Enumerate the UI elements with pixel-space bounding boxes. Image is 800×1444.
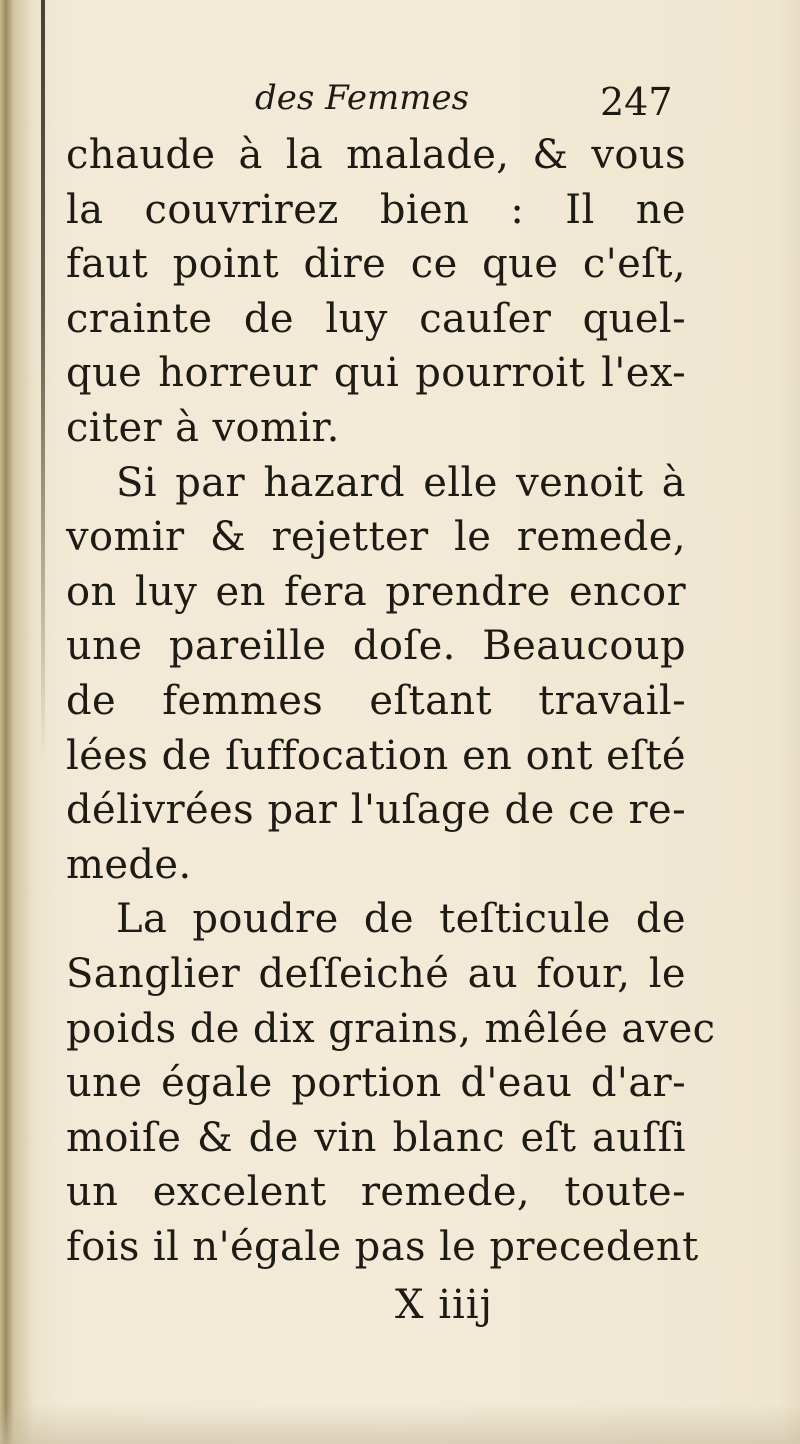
text-line: de femmes eſtant travail- <box>66 677 686 724</box>
text-line: Si par hazard elle venoit à <box>116 459 686 506</box>
text-line: poids de dix grains, mêlée avec <box>66 1005 716 1052</box>
running-head: des Femmes <box>255 78 470 118</box>
text-line: moiſe & de vin blanc eſt auſſi <box>66 1114 686 1161</box>
text-line: vomir & rejetter le remede, <box>66 514 686 561</box>
text-line: une égale portion d'eau d'ar- <box>66 1060 686 1107</box>
page-bottom-shadow <box>0 1404 800 1444</box>
spine-line <box>41 0 45 760</box>
body-text <box>66 128 716 1274</box>
text-line: on luy en fera prendre encor <box>66 568 686 615</box>
text-line: une pareille doſe. Beaucoup <box>66 623 686 670</box>
text-line: faut point dire ce que c'eſt, <box>66 241 686 288</box>
text-line: chaude à la malade, & vous <box>66 132 686 178</box>
text-line: fois il n'égale pas le precedent <box>66 1223 699 1270</box>
binding-edge <box>0 0 34 1444</box>
text-line: La poudre de teſticule de <box>116 896 686 943</box>
text-line: la couvrirez bien : Il ne <box>66 186 686 233</box>
text-line: Sanglier deſſeiché au four, le <box>66 950 686 997</box>
page-number: 247 <box>600 80 673 124</box>
page-header <box>255 78 695 128</box>
text-line: lées de ſuffocation en ont eſté <box>66 732 686 779</box>
text-line: un excelent remede, toute- <box>66 1169 686 1216</box>
text-line: crainte de luy cauſer quel- <box>66 295 686 342</box>
signature-mark: X iiij <box>395 1282 493 1328</box>
text-line: citer à vomir. <box>66 404 340 451</box>
text-line: mede. <box>66 841 192 888</box>
text-line: délivrées par l'uſage de ce re- <box>66 787 686 834</box>
text-line: que horreur qui pourroit l'ex- <box>66 350 686 397</box>
